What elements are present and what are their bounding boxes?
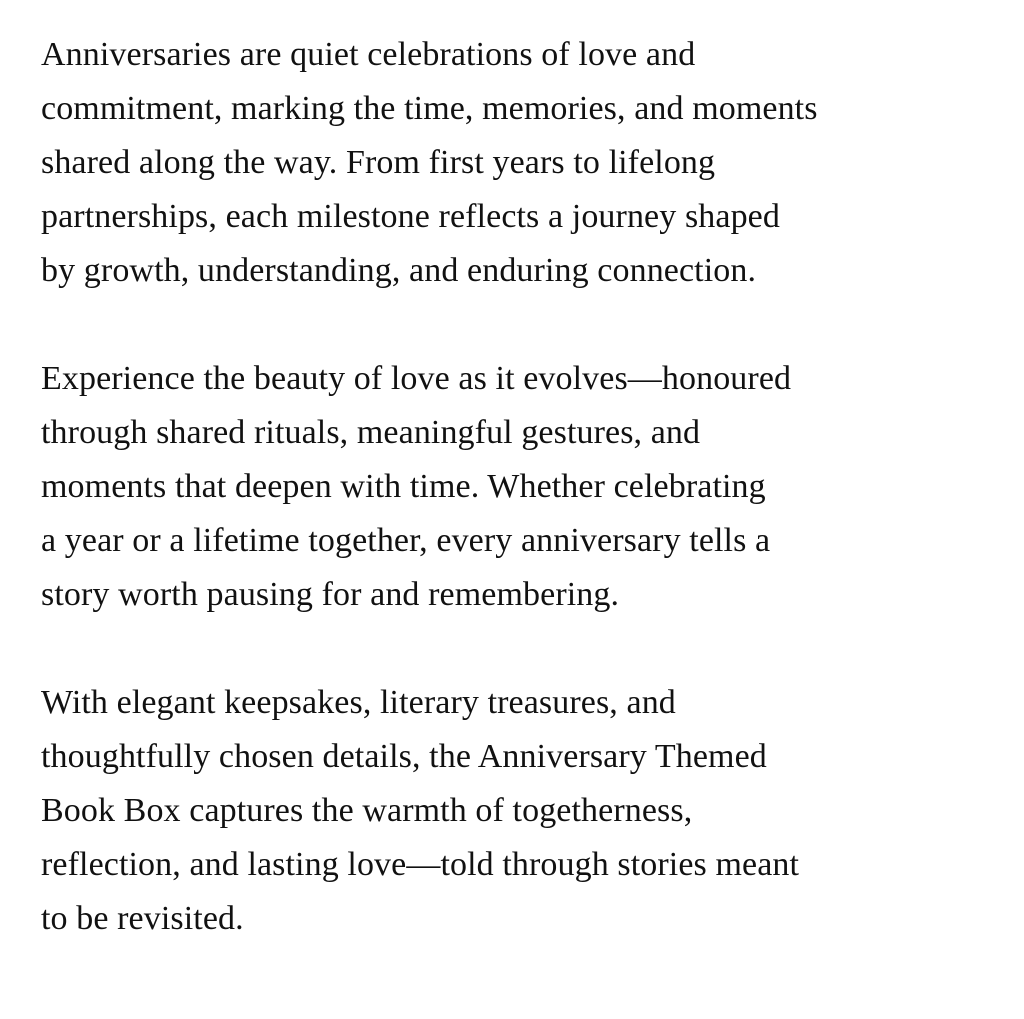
text-line: partnerships, each milestone reflects a journey shaped — [41, 198, 780, 235]
text-line: Experience the beauty of love as it evolves—honoured — [41, 360, 792, 397]
text-line: reflection, and lasting love—told through stories meant — [41, 846, 800, 883]
text-line: Anniversaries are quiet celebrations of love and — [41, 36, 696, 73]
text-line: to be revisited. — [41, 900, 244, 937]
text-line: a year or a lifetime together, every anniversary tells a — [41, 522, 771, 559]
text-line: story worth pausing for and remembering. — [41, 576, 620, 613]
paragraph-book-box — [41, 676, 981, 946]
text-line: thoughtfully chosen details, the Anniversary Themed — [41, 738, 767, 775]
paragraph-experience — [41, 352, 981, 622]
text-line: Book Box captures the warmth of togetherness, — [41, 792, 693, 829]
description-text — [41, 28, 981, 946]
paragraph-intro — [41, 28, 981, 298]
text-line: moments that deepen with time. Whether celebrating — [41, 468, 766, 505]
text-line: shared along the way. From first years to lifelong — [41, 144, 716, 181]
text-line: With elegant keepsakes, literary treasures, and — [41, 684, 676, 721]
text-line: commitment, marking the time, memories, and moments — [41, 90, 818, 127]
text-line: by growth, understanding, and enduring connection. — [41, 252, 757, 289]
text-line: through shared rituals, meaningful gestures, and — [41, 414, 701, 451]
